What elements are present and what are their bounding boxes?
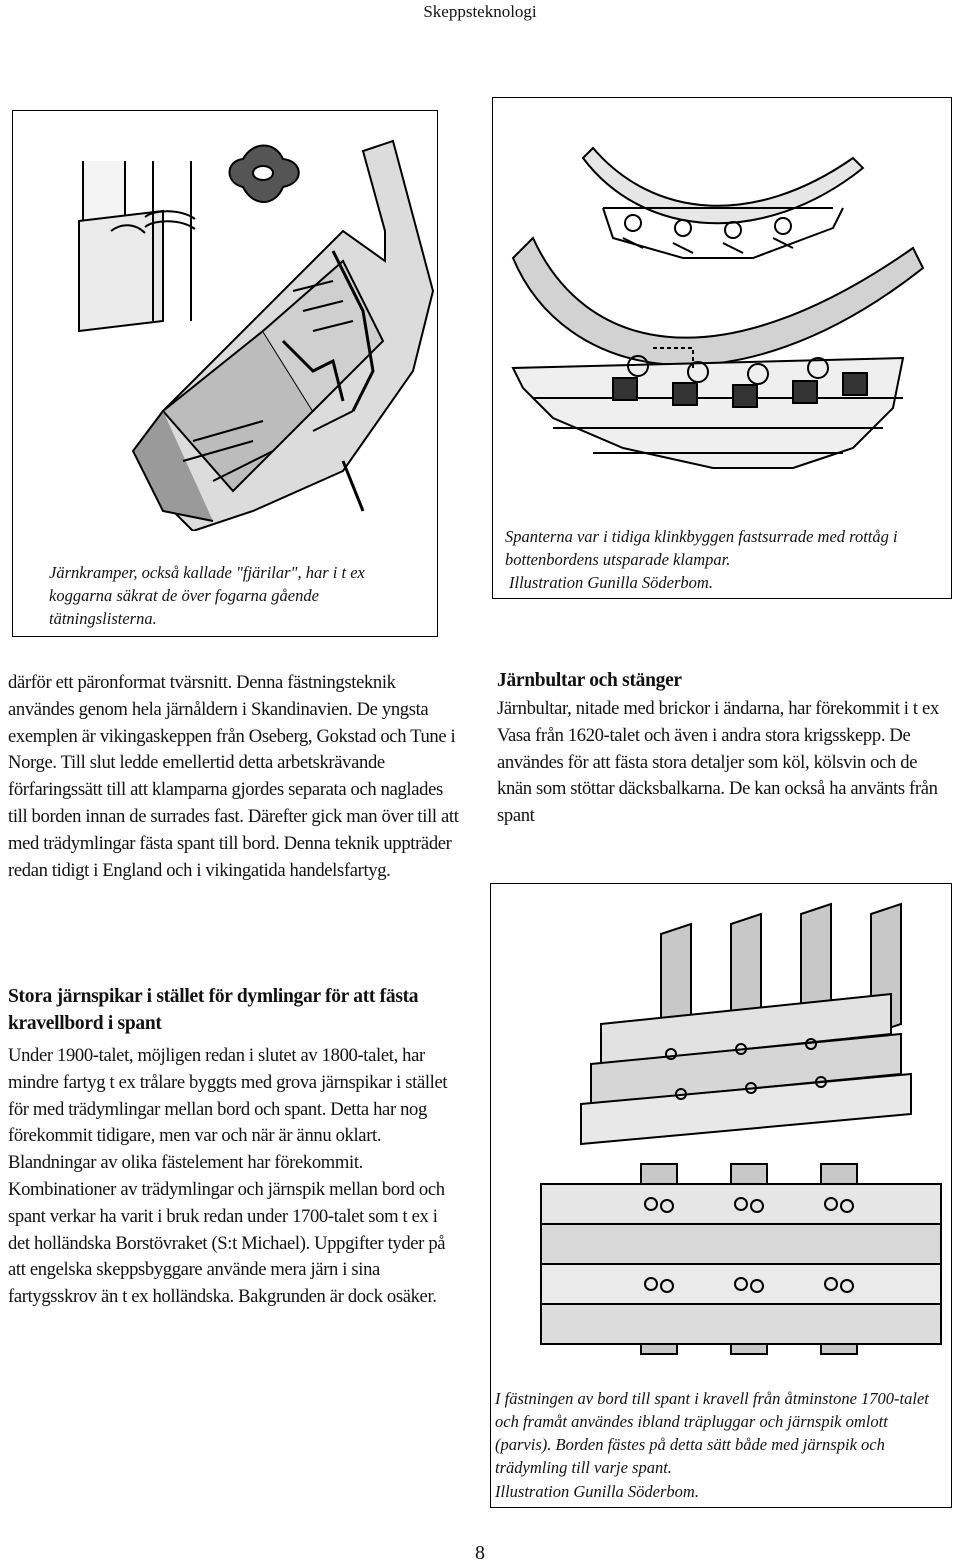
section-paragraph-1: Under 1900-talet, möjligen redan i slutet av 1800-talet, har mindre fartyg t ex trålare byggts med grova järnspikar i stället för med trädymlingar mellan bord och spant. Detta har nog förekommit tidigare, men var och när är ännu oklart.	[8, 1045, 448, 1147]
left-column-section-text	[8, 1043, 463, 1311]
plank-frame-fastening-illustration-icon	[491, 884, 951, 1374]
section-heading-iron-nails: Stora järnspikar i stället för dymlingar för att fästa kravellbord i spant	[8, 986, 419, 1034]
figure-right-top-caption-1: Spanterna var i tidiga klinkbyggen fastsurrade med rottåg i bottenbordens utsparade klampar.	[505, 527, 898, 569]
lashed-frames-illustration-icon	[493, 98, 951, 518]
section-paragraph-2: Blandningar av olika fästelement har förekommit. Kombinationer av trädymlingar och järnspik mellan bord och spant verkar ha varit i bruk redan under 1700-talet som t ex i det holländska Borstövraket (S:t Michael). Uppgifter tyder på att engelska skeppsbyggare använde mera järn i sina fartygsskrov än t ex holländska. Bakgrunden är dock osäker.	[8, 1152, 446, 1308]
iron-clamp-illustration-icon	[13, 111, 437, 531]
figure-right-bottom-caption-2: Illustration Gunilla Söderbom.	[495, 1482, 699, 1501]
running-header: Skeppsteknologi	[423, 2, 537, 21]
figure-right-bottom-caption-1: I fästningen av bord till spant i kravell från åtminstone 1700-talet och framåt användes ibland träpluggar och järnspik omlott (parvis). Borden fästes på detta sätt både med järnspik och trädymling till varje spant.	[495, 1389, 929, 1477]
figure-left-frame	[12, 110, 438, 637]
right-section-paragraph: Järnbultar, nitade med brickor i ändarna, har förekommit i t ex Vasa från 1620-talet och även i andra stora krigsskepp. De användes för att fästa stora detaljer som köl, kölsvin och de knän som stöttar däcksbalkarna. De kan också ha använts från spant	[497, 698, 939, 827]
figure-right-top-caption-2: Illustration Gunilla Söderbom.	[509, 573, 713, 592]
left-column-text	[8, 670, 463, 884]
figure-right-bottom-frame	[490, 883, 952, 1508]
page-number: 8	[475, 1542, 485, 1564]
intro-paragraph: därför ett päronformat tvärsnitt. Denna fästningsteknik användes genom hela järnåldern i Skandinavien. De yngsta exemplen är vikingaskeppen från Oseberg, Gokstad och Tune i Norge. Till slut ledde emellertid detta arbetskrävande förfaringssätt till att klamparna gjordes separata och naglades till borden innan de surrades fast. Därefter gick man över till att med trädymlingar fästa spant till bord. Denna teknik uppträder redan tidigt i England och i vikingatida handelsfartyg.	[8, 672, 459, 881]
right-column-text	[497, 696, 955, 830]
section-heading-iron-bolts: Järnbultar och stänger	[497, 670, 682, 691]
figure-right-top-frame	[492, 97, 952, 599]
figure-left-caption: Järnkramper, också kallade "fjärilar", har i t ex koggarna säkrat de över fogarna gående tätningslisterna.	[49, 563, 365, 628]
